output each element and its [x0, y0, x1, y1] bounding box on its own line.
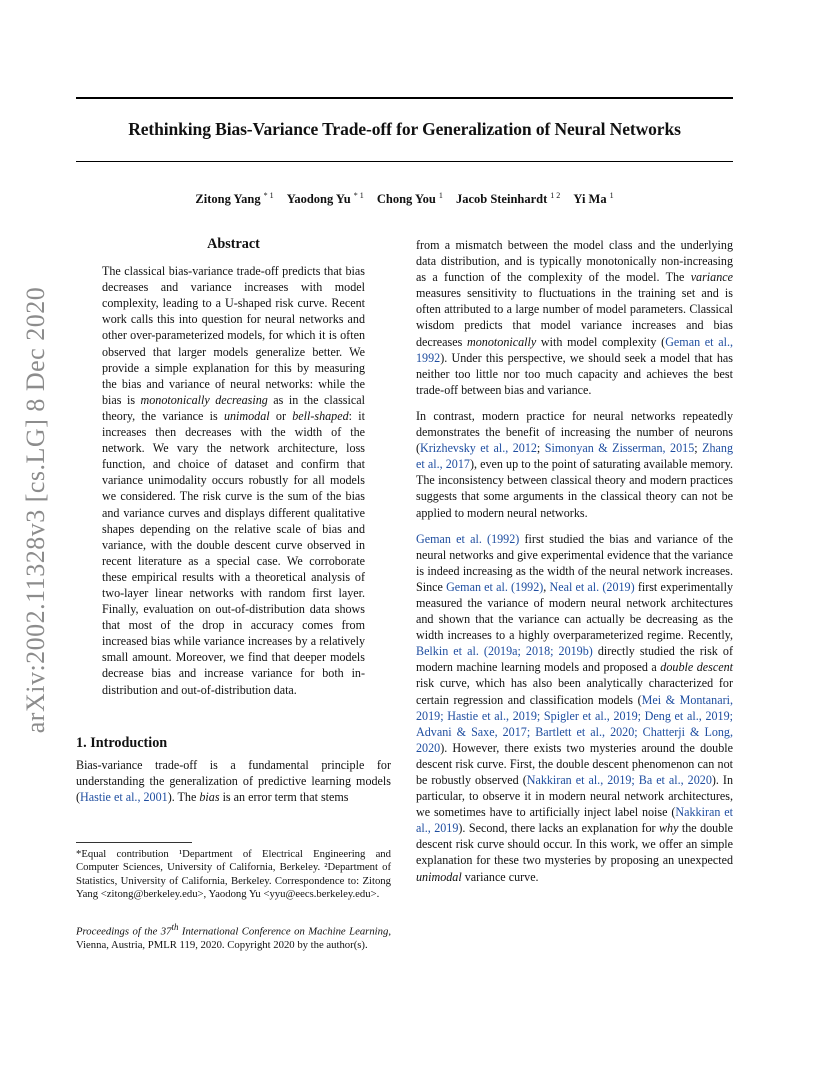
author: Zitong Yang $^{* 1}$	[195, 191, 274, 207]
title-rule-bottom	[76, 161, 733, 162]
footnote-affiliations: *Equal contribution ¹Department of Electrical Engineering and Computer Sciences, University of California, Berkeley. ²Department of Statistics, University of California, Berkeley. Correspondence to: Zitong Yang <zitong@berkeley.edu>, Yaodong Yu <yyu@eecs.berkeley.edu>.	[76, 848, 391, 901]
citation-link[interactable]: Krizhevsky et al., 2012	[420, 441, 537, 456]
section-heading-introduction: 1. Introduction	[76, 734, 168, 751]
arxiv-identifier: arXiv:2002.11328v3 [cs.LG] 8 Dec 2020	[21, 286, 50, 734]
footnote-rule	[76, 842, 192, 843]
paper-title: Rethinking Bias-Variance Trade-off for Generalization of Neural Networks	[128, 119, 681, 139]
citation-link[interactable]: Nakkiran et al., 2019	[416, 805, 733, 836]
footnotes	[76, 848, 391, 952]
left-column	[76, 236, 391, 805]
citation-link[interactable]: Mei & Montanari, 2019; Hastie et al., 2019; Spigler et al., 2019; Deng et al., 2019; Advani & Saxe, 2017; Bartlett et al., 2020; Chatterji & Long, 2020	[416, 692, 733, 755]
body-paragraph: Geman et al. (1992) first studied the bias and variance of the neural networks and give experimental evidence that the variance is indeed increasing as the width of the neural network increases. Since Geman et al. (1992), Neal et al. (2019) first experimentally measured the variance of modern neural network architectures and shown that the variance can actually be decreasing as the width increases to a highly overparameterized regime. Recently, Belkin et al. (2019a; 2018; 2019b) directly studied the risk of modern machine learning models and proposed a double descent risk curve, which has also been analytically characterized for certain regression and classification models (Mei & Montanari, 2019; Hastie et al., 2019; Spigler et al., 2019; Deng et al., 2019; Advani & Saxe, 2017; Bartlett et al., 2020; Chatterji & Long, 2020). However, there exists two mysteries around the double descent risk curve. First, the double descent phenomenon can not be robustly observed (Nakkiran et al., 2019; Ba et al., 2020). In particular, to observe it in modern neural network architectures, we sometimes have to artificially inject label noise (Nakkiran et al., 2019). Second, there lacks an explanation for why the double descent risk curve should occur. In this work, we offer an simple explanation for these two mysteries by proposing an unexpected unimodal variance curve.	[416, 531, 734, 884]
right-column	[416, 237, 733, 895]
citation-link[interactable]: Nakkiran et al., 2019; Ba et al., 2020	[526, 773, 712, 787]
body-paragraph: from a mismatch between the model class and the underlying data distribution, and is typically monotonically non-increasing as a function of the complexity of the model. The variance measures sensitivity to fluctuations in the training set and is often attributed to a large number of model parameters. Classical wisdom predicts that model variance increases and bias decreases monotonically with model complexity (Geman et al., 1992). Under this perspective, we should seek a model that has neither too little nor too much capacity and achieves the best trade-off between bias and variance.	[416, 238, 733, 397]
citation-link[interactable]: Simonyan & Zisserman, 2015	[544, 441, 695, 456]
footnote-proceedings: Proceedings of the 37th International Conference on Machine Learning, Vienna, Austria, PMLR 119, 2020. Copyright 2020 by the author(s).	[76, 921, 391, 951]
citation-link[interactable]: Geman et al. (1992)	[446, 579, 544, 594]
author-list	[76, 191, 733, 207]
citation-link[interactable]: Geman et al., 1992	[416, 334, 733, 365]
title-rule-top	[76, 97, 733, 99]
body-paragraph: In contrast, modern practice for neural networks repeatedly demonstrates the benefit of increasing the number of neurons (Krizhevsky et al., 2012; Simonyan & Zisserman, 2015; Zhang et al., 2017), even up to the point of saturating available memory. The inconsistency between classical theory and modern practices suggests that some arguments in the classical theory can not be applied to modern neural networks.	[416, 408, 733, 520]
citation-link[interactable]: Hastie et al., 2001	[80, 789, 168, 804]
intro-paragraph: Bias-variance trade-off is a fundamental principle for understanding the generalization of predictive learning models (Hastie et al., 2001). The bias is an error term that stems	[76, 757, 391, 804]
author: Jacob Steinhardt $^{1 2}$	[455, 191, 561, 207]
author: Chong You $^1$	[376, 191, 443, 207]
author: Yi Ma $^1$	[573, 191, 614, 207]
abstract-text: The classical bias-variance trade-off predicts that bias decreases and variance increases with model complexity, leading to a U-shaped risk curve. Recent work calls this into question for neural networks and other over-parameterized models, for which it is often observed that larger models generalize better. We provide a simple explanation for this by measuring the bias and variance of neural networks: while the bias is monotonically decreasing as in the classical theory, the variance is unimodal or bell-shaped: it increases then decreases with the width of the network. We vary the network architecture, loss function, and choice of dataset and confirm that variance unimodality occurs robustly for all models we considered. The risk curve is the sum of the bias and variance curves and displays different qualitative shapes depending on the relative scale of bias and variance, with the double descent curve observed in recent literature as a special case. We corroborate these empirical results with a theoretical analysis of two-layer linear networks with random first layer. Finally, evaluation on out-of-distribution data shows that most of the drop in accuracy comes from increased bias while variance increases by a relatively small amount. Moreover, we find that deeper models decrease bias and increase variance for both in-distribution and out-of-distribution data.	[102, 264, 365, 697]
citation-link[interactable]: Neal et al. (2019)	[549, 579, 635, 594]
abstract-heading: Abstract	[207, 236, 260, 252]
citation-link[interactable]: Zhang et al., 2017	[416, 441, 733, 472]
author: Yaodong Yu $^{* 1}$	[286, 191, 364, 207]
citation-link[interactable]: Belkin et al. (2019a; 2018; 2019b)	[416, 644, 593, 659]
citation-link[interactable]: Geman et al. (1992)	[416, 531, 520, 546]
